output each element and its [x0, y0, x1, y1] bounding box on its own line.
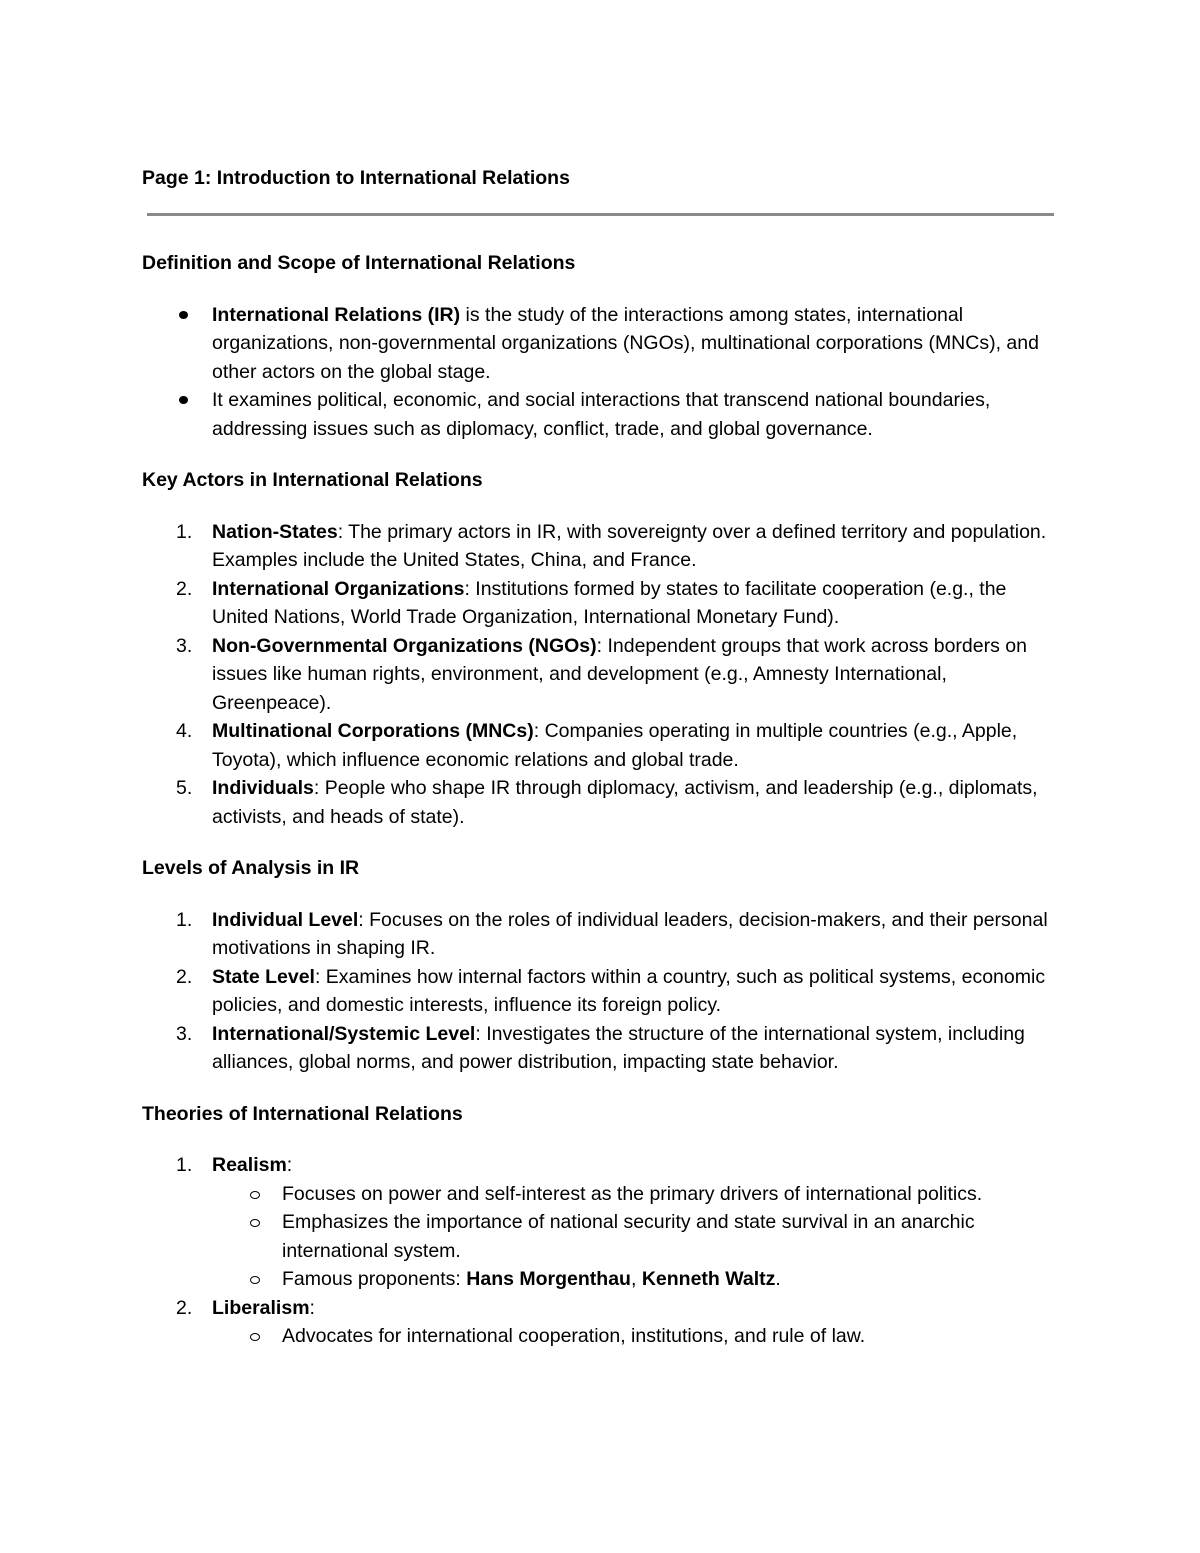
- proponents-label: Famous proponents:: [282, 1268, 467, 1290]
- item-number: 1.: [176, 908, 193, 931]
- term: Realism: [212, 1154, 287, 1176]
- term: International/Systemic Level: [212, 1022, 476, 1045]
- bullet-icon: [179, 396, 188, 404]
- list-item: [142, 386, 1054, 443]
- list-item: [142, 518, 1054, 575]
- item-number: 4.: [176, 720, 193, 742]
- item-number: 3.: [176, 634, 193, 657]
- item-number: 2.: [176, 577, 193, 600]
- description: :: [309, 1296, 315, 1319]
- item-number: 2.: [176, 1296, 193, 1319]
- description: : The primary actors in IR, with sovereignty over a defined territory and population. Examples include the United States, China, and France.: [212, 520, 1047, 571]
- point-text: Focuses on power and self-interest as the primary drivers of international politics.: [282, 1182, 983, 1205]
- hollow-bullet-icon: [250, 1191, 260, 1199]
- sublist-item: [212, 1265, 1054, 1294]
- document-page: [142, 164, 1054, 1351]
- sublist-container: [142, 1322, 1054, 1351]
- description: It examines political, economic, and social interactions that transcend national boundaries, addressing issues such as diplomacy, conflict, trade, and global governance.: [212, 389, 991, 440]
- list-item: [142, 1020, 1054, 1077]
- description: : Investigates the structure of the international system, including alliances, global norms, and power distribution, impacting state behavior.: [212, 1022, 1025, 1073]
- item-number: 3.: [176, 1022, 193, 1045]
- page-title: Page 1: Introduction to International Relations: [142, 167, 570, 189]
- list-item: [142, 963, 1054, 1020]
- sublist-item: [212, 1180, 1054, 1209]
- proponent-name: Kenneth Waltz: [641, 1268, 776, 1290]
- sublist-item: [212, 1322, 1054, 1351]
- point-text: Emphasizes the importance of national security and state survival in an anarchic international system.: [282, 1211, 975, 1262]
- horizontal-rule: [147, 213, 1054, 216]
- list-item: [142, 575, 1054, 632]
- definition-list: [142, 301, 1054, 444]
- description: : Companies operating in multiple countries (e.g., Apple, Toyota), which influence economic relations and global trade.: [212, 720, 1018, 771]
- levels-list: [142, 906, 1054, 1077]
- list-item: [142, 717, 1054, 774]
- item-number: 5.: [176, 777, 193, 799]
- hollow-bullet-icon: [250, 1219, 260, 1227]
- description: : Examines how internal factors within a country, such as political systems, economic policies, and domestic interests, influence its foreign policy.: [212, 965, 1046, 1016]
- description: is the study of the interactions among states, international organizations, non-governmental organizations (NGOs), multinational corporations (MNCs), and other actors on the global stage.: [212, 303, 1039, 383]
- term: International Organizations: [212, 577, 465, 600]
- description: : Independent groups that work across borders on issues like human rights, environment, and development (e.g., Amnesty International, Greenpeace).: [212, 634, 1027, 714]
- list-item: [142, 632, 1054, 718]
- hollow-bullet-icon: [250, 1276, 260, 1284]
- description: : Focuses on the roles of individual leaders, decision-makers, and their personal motivations in shaping IR.: [212, 908, 1048, 959]
- section-heading-theories: Theories of International Relations: [142, 1102, 463, 1125]
- description: : Institutions formed by states to facilitate cooperation (e.g., the United Nations, World Trade Organization, International Monetary Fund).: [212, 577, 1007, 628]
- sublist-item: [212, 1208, 1054, 1265]
- realism-points: [212, 1180, 1054, 1294]
- term: International Relations (IR): [212, 303, 461, 326]
- section-heading-actors: Key Actors in International Relations: [142, 469, 483, 491]
- bullet-icon: [179, 311, 188, 319]
- sublist-container: [142, 1180, 1054, 1294]
- term: Individuals: [212, 777, 314, 799]
- point-text: Advocates for international cooperation, institutions, and rule of law.: [282, 1325, 866, 1347]
- item-number: 2.: [176, 965, 193, 988]
- term: Individual Level: [212, 908, 359, 931]
- list-item: [142, 301, 1054, 387]
- punctuation: .: [775, 1268, 781, 1290]
- list-item: [142, 774, 1054, 831]
- description: :: [286, 1154, 293, 1176]
- list-item-liberalism: [142, 1294, 1054, 1323]
- list-item-realism: [142, 1151, 1054, 1180]
- term: Multinational Corporations (MNCs): [212, 720, 534, 742]
- description: : People who shape IR through diplomacy, activism, and leadership (e.g., diplomats, activists, and heads of state).: [212, 777, 1038, 828]
- term: Liberalism: [212, 1296, 310, 1319]
- theories-list: [142, 1151, 1054, 1351]
- proponent-name: Hans Morgenthau: [466, 1268, 631, 1290]
- item-number: 1.: [176, 520, 193, 543]
- term: State Level: [212, 965, 315, 988]
- liberalism-points: [212, 1322, 1054, 1351]
- section-heading-definition: Definition and Scope of International Relations: [142, 252, 576, 274]
- term: Nation-States: [212, 520, 338, 543]
- list-item: [142, 906, 1054, 963]
- hollow-bullet-icon: [250, 1333, 260, 1341]
- term: Non-Governmental Organizations (NGOs): [212, 634, 597, 657]
- section-heading-levels: Levels of Analysis in IR: [142, 857, 360, 879]
- item-number: 1.: [176, 1154, 193, 1176]
- separator: ,: [630, 1268, 642, 1290]
- actors-list: [142, 518, 1054, 832]
